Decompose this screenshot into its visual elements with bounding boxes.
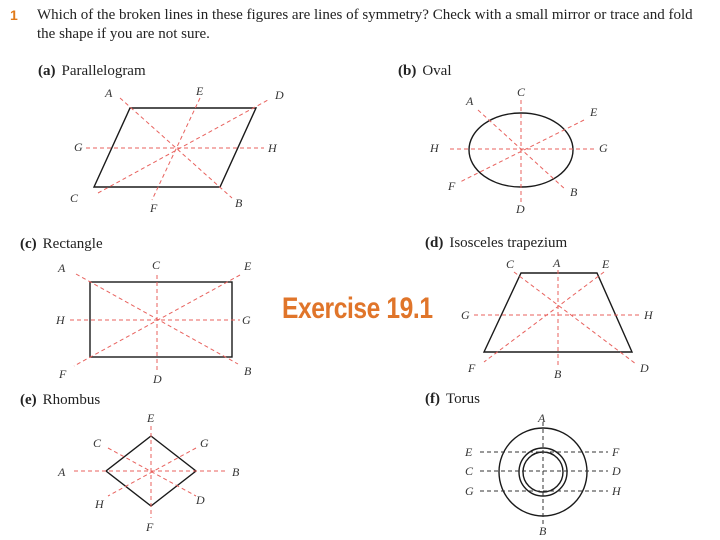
label-b-C: C [517, 85, 526, 99]
figure-f-key: (f) [425, 391, 440, 407]
label-c-H: H [56, 313, 65, 327]
figure-f-name: Torus [446, 391, 480, 407]
figure-c-key: (c) [20, 236, 37, 252]
figure-a-name: Parallelogram [61, 63, 146, 79]
label-b-F: F [448, 179, 456, 193]
label-d-B: B [554, 367, 562, 381]
label-e-A: A [58, 465, 66, 479]
figure-b-key: (b) [398, 63, 417, 79]
label-c-E: E [244, 259, 252, 273]
parallelogram-line-CD [98, 100, 268, 193]
label-e-E: E [147, 411, 155, 425]
label-a-B: B [235, 196, 243, 210]
label-a-F: F [150, 201, 158, 215]
figure-d-key: (d) [425, 235, 444, 251]
label-c-G: G [242, 313, 251, 327]
label-d-E: E [602, 257, 610, 271]
figure-a-key: (a) [38, 63, 56, 79]
label-f-B: B [539, 524, 547, 538]
label-e-B: B [232, 465, 240, 479]
label-d-A: A [553, 256, 561, 270]
question-text: Which of the broken lines in these figures are lines of symmetry? Check with a small mirror or trace and fold the shape if you are not sure. [37, 7, 693, 42]
oval-figure [429, 85, 608, 216]
label-b-A: A [466, 94, 474, 108]
label-b-H: H [430, 141, 439, 155]
label-a-C: C [70, 191, 79, 205]
label-a-E: E [196, 84, 204, 98]
rectangle-figure [55, 258, 252, 386]
label-d-C: C [506, 257, 515, 271]
figure-c-name: Rectangle [42, 236, 103, 252]
question-number: 1 [10, 7, 18, 23]
label-f-F: F [612, 445, 620, 459]
label-f-D: D [612, 464, 621, 478]
figure-e-key: (e) [20, 392, 37, 408]
torus-figure [464, 411, 622, 538]
figure-e-name: Rhombus [42, 392, 101, 408]
trapezium-figure [461, 256, 654, 381]
parallelogram-figure [70, 84, 284, 215]
label-c-C: C [152, 258, 161, 272]
label-f-A: A [538, 411, 546, 425]
label-e-G: G [200, 436, 209, 450]
label-c-A: A [58, 261, 66, 275]
trapezium-line-EF [484, 272, 604, 362]
label-f-H: H [612, 484, 621, 498]
label-f-G: G [465, 484, 474, 498]
label-f-E: E [465, 445, 473, 459]
parallelogram-line-EF [152, 98, 200, 200]
label-a-H: H [268, 141, 277, 155]
label-f-C: C [465, 464, 474, 478]
label-e-C: C [93, 436, 102, 450]
figure-b-name: Oval [422, 63, 452, 79]
label-a-G: G [74, 140, 83, 154]
label-b-D: D [516, 202, 525, 216]
label-d-G: G [461, 308, 470, 322]
label-b-B: B [570, 185, 578, 199]
label-e-F: F [146, 520, 154, 534]
label-c-B: B [244, 364, 252, 378]
label-c-F: F [59, 367, 67, 381]
oval-line-AB [478, 110, 566, 190]
figure-d-name: Isosceles trapezium [449, 235, 568, 251]
label-b-G: G [599, 141, 608, 155]
label-a-A: A [105, 86, 113, 100]
label-e-D: D [196, 493, 205, 507]
rhombus-figure [57, 411, 240, 534]
label-b-E: E [590, 105, 598, 119]
exercise-title: Exercise 19.1 [282, 292, 433, 325]
label-a-D: D [275, 88, 284, 102]
label-d-D: D [640, 361, 649, 375]
label-c-D: D [153, 372, 162, 386]
label-d-F: F [468, 361, 476, 375]
label-e-H: H [95, 497, 104, 511]
label-d-H: H [644, 308, 653, 322]
